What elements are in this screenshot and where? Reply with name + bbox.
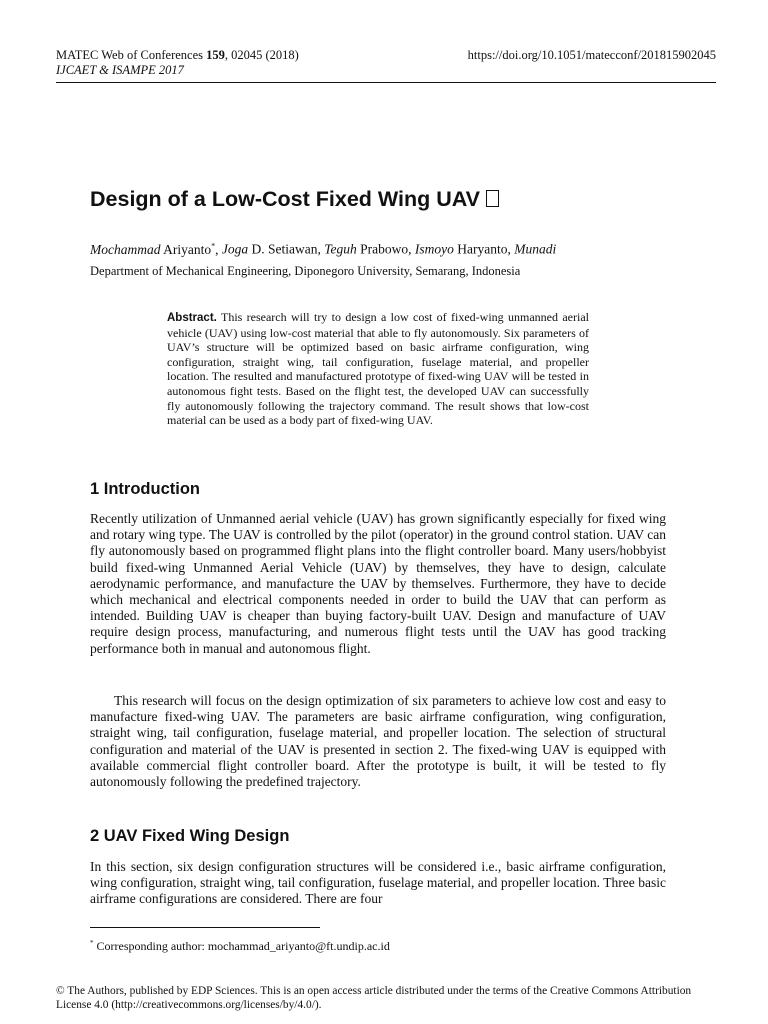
- header-rule: [56, 82, 716, 83]
- author-list: [90, 238, 670, 258]
- footnote: * Corresponding author: mochammad_ariyanto@ft.undip.ac.id: [90, 939, 390, 953]
- conference-name: IJCAET & ISAMPE 2017: [56, 63, 184, 77]
- author: Mochammad Ariyanto*,: [90, 241, 222, 257]
- paper-title: Design of a Low-Cost Fixed Wing UAV: [90, 186, 690, 212]
- author: Ismoyo Haryanto,: [414, 241, 515, 257]
- author: Munadi: [514, 241, 557, 257]
- section-heading-introduction: 1 Introduction: [90, 480, 200, 498]
- running-header: [56, 48, 716, 78]
- missing-glyph-icon: [486, 190, 499, 207]
- license-notice: © The Authors, published by EDP Sciences. This is an open access article distributed under the terms of the Creative Commons Attribution License 4.0 (http://creativecommons.org/licenses/by/4.0/).: [56, 985, 692, 1011]
- author: Joga D. Setiawan,: [221, 241, 325, 257]
- section-heading-uav-design: 2 UAV Fixed Wing Design: [90, 827, 290, 845]
- paragraph: Recently utilization of Unmanned aerial vehicle (UAV) has grown significantly especially for fixed wing and rotary wing type. The UAV is controlled by the pilot (operator) in the ground control station. UAV can fly autonomously based on programmed flight plans into the flight controller board. Many users/hobbyist build fixed-wing Unmanned Aerial Vehicle (UAV) by themselves, they have to design, calculate aerodynamic performance, and manufacture the UAV by themselves. Furthermore, they have to decide which mechanical and electrical components needed in order to build the UAV that can perform as intended. Building UAV is cheaper than buying factory-built UAV. Design and manufacture of UAV require design process, manufacturing, and numerous flight tests until the UAV has good tracking performance both in manual and autonomous flight.: [90, 511, 666, 656]
- abstract-label: Abstract.: [167, 312, 217, 324]
- abstract-text: This research will try to design a low cost of fixed-wing unmanned aerial vehicle (UAV) using low-cost material that able to fly autonomously. Six parameters of UAV’s structure will be optimized based on basic airframe configuration, wing configuration, straight wing, tail configuration, fuselage material, and propeller location. The resulted and manufactured prototype of fixed-wing UAV will be tested in autonomous fight tests. Based on the flight test, the developed UAV can successfully fly autonomously following the trajectory command. The result shows that low-cost material can be used as a body part of fixed-wing UAV.: [167, 310, 589, 428]
- abstract: [167, 310, 589, 428]
- affiliation: Department of Mechanical Engineering, Diponegoro University, Semarang, Indonesia: [90, 264, 521, 278]
- paragraph: This research will focus on the design optimization of six parameters to achieve low cost and easy to manufacture fixed-wing UAV. The parameters are basic airframe configuration, wing configuration, straight wing, tail configuration, fuselage material, and propeller location. The selection of structural configuration and material of the UAV is presented in section 2. The fixed-wing UAV is equipped with available commercial flight controller board. After the prototype is built, it will be tested to fly autonomously following the predefined trajectory.: [90, 693, 666, 790]
- author: Teguh Prabowo,: [324, 241, 415, 257]
- paragraph: In this section, six design configuration structures will be considered i.e., basic airframe configuration, wing configuration, straight wing, tail configuration, fuselage material, and propeller location. Three basic airframe configurations are considered. There are four: [90, 859, 666, 907]
- doi-link[interactable]: https://doi.org/10.1051/matecconf/201815902045: [467, 48, 716, 62]
- footnote-rule: [90, 927, 320, 928]
- journal-citation: MATEC Web of Conferences 159, 02045 (2018): [56, 48, 299, 62]
